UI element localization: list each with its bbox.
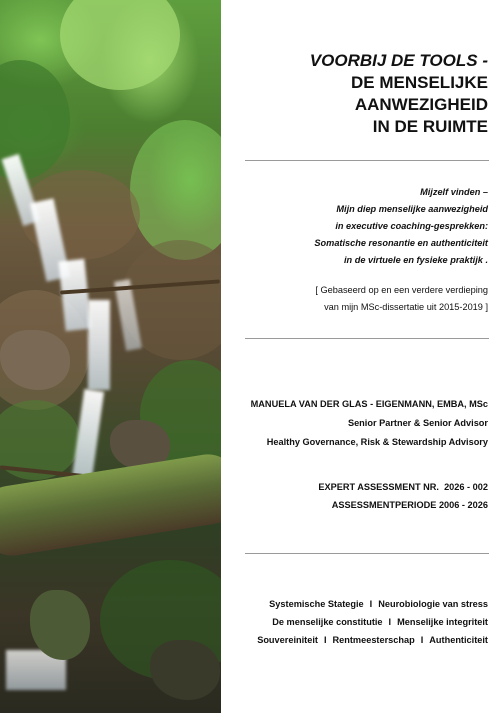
- cover-text-column: [221, 0, 502, 713]
- note-line: van mijn MSc-dissertatie uit 2015-2019 ]: [324, 302, 488, 312]
- keyword-row: [257, 595, 488, 613]
- keyword: Neurobiologie van stress: [378, 599, 488, 609]
- divider: [245, 160, 489, 161]
- keywords-block: [257, 595, 488, 649]
- title-line: DE MENSELIJKE: [351, 73, 488, 92]
- author-block: [251, 395, 488, 452]
- keyword: De menselijke constitutie: [272, 617, 383, 627]
- subtitle-line: Mijn diep menselijke aanwezigheid: [336, 204, 488, 214]
- title-line: IN DE RUIMTE: [372, 117, 488, 136]
- source-note: [315, 282, 488, 316]
- document-subtitle: [314, 184, 488, 269]
- divider: [245, 338, 489, 339]
- divider: [245, 553, 489, 554]
- title-line: VOORBIJ DE TOOLS -: [309, 51, 488, 70]
- subtitle-line: in de virtuele en fysieke praktijk .: [344, 255, 488, 265]
- author-name: MANUELA VAN DER GLAS - EIGENMANN, EMBA, MSc: [250, 399, 488, 409]
- keyword: Souvereiniteit: [257, 635, 318, 645]
- author-role: Senior Partner & Senior Advisor: [347, 418, 488, 428]
- keyword-separator: I: [323, 635, 327, 645]
- keyword-row: [257, 613, 488, 631]
- subtitle-line: Mijzelf vinden –: [420, 187, 488, 197]
- keyword-separator: I: [420, 635, 424, 645]
- keyword-separator: I: [388, 617, 392, 627]
- assessment-block: [318, 478, 488, 514]
- keyword: Rentmeesterschap: [332, 635, 415, 645]
- document-title: [310, 50, 488, 138]
- note-line: [ Gebaseerd op en een verdere verdieping: [315, 285, 488, 295]
- assessment-period: ASSESSMENTPERIODE 2006 - 2026: [331, 500, 488, 510]
- title-line: AANWEZIGHEID: [354, 95, 488, 114]
- keyword-row: [257, 631, 488, 649]
- subtitle-line: Somatische resonantie en authenticiteit: [314, 238, 488, 248]
- keyword: Systemische Stategie: [269, 599, 364, 609]
- assessment-number: EXPERT ASSESSMENT NR. 2026 - 002: [318, 482, 488, 492]
- waterfall-forest-photo: [0, 0, 221, 713]
- author-practice: Healthy Governance, Risk & Stewardship Advisory: [266, 437, 488, 447]
- keyword: Menselijke integriteit: [397, 617, 488, 627]
- subtitle-line: in executive coaching-gesprekken:: [335, 221, 488, 231]
- keyword: Authenticiteit: [429, 635, 488, 645]
- keyword-separator: I: [369, 599, 373, 609]
